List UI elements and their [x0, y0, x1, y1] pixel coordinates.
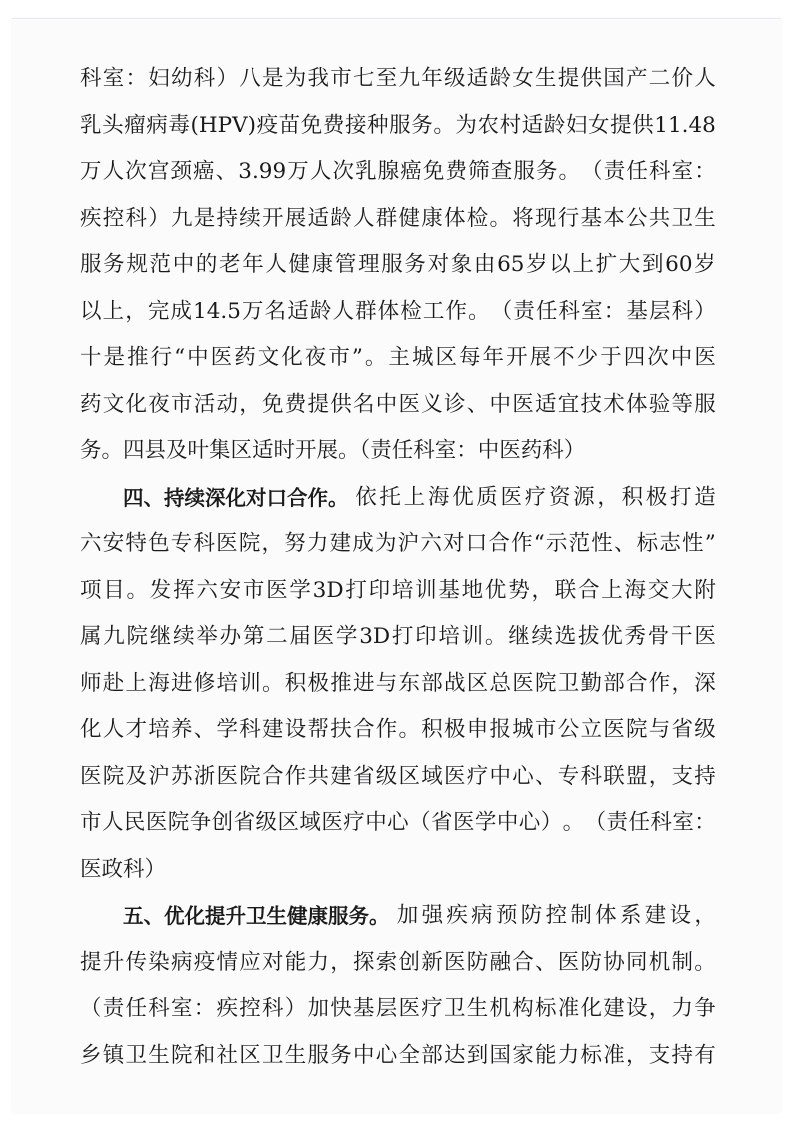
text-line: 属 九 院 继 续 举 办 第 二 届 医 学 3D 打 印 培 训 。 继 续 选 拔 优 秀 骨 干 医: [80, 624, 716, 649]
text-line: 服 务 规 范 中 的 老 年 人 健 康 管 理 服 务 对 象 由 65 岁 以 上 扩 大 到 60 岁: [80, 252, 716, 277]
document-page: [12, 18, 781, 1113]
line-text: 医政科）: [80, 856, 167, 882]
text-line: 四、持续深化对口合作。 依 托 上 海 优 质 医 疗 资 源 ， 积 极 打 造: [80, 475, 716, 522]
text-line: （ 责 任 科 室 ： 疾 控 科 ） 加 快 基 层 医 疗 卫 生 机 构 标 准 化 建 设 ， 力 争: [80, 996, 716, 1021]
text-line: 项 目 。 发 挥 六 安 市 医 学 3D 打 印 培 训 基 地 优 势 ， 联 合 上 海 交 大 附: [80, 577, 716, 603]
text-line: 师 赴 上 海 进 修 培 训 。 积 极 推 进 与 东 部 战 区 总 医 院 卫 勤 部 合 作 ， 深: [80, 670, 716, 696]
text-line: 疾 控 科 ） 九 是 持 续 开 展 适 龄 人 群 健 康 体 检 。 将 现 行 基 本 公 共 卫 生: [80, 205, 716, 231]
line-text: 务。四县及叶集区适时开展。（责任科室：中医药科）: [80, 438, 586, 463]
text-line: 以 上 ， 完 成 14.5 万 名 适 龄 人 群 体 检 工 作 。 （ 责 任 科 室 ： 基 层 科 ）: [80, 298, 716, 324]
text-line: 乡 镇 卫 生 院 和 社 区 卫 生 服 务 中 心 全 部 达 到 国 家 能 力 标 准 ， 支 持 有: [80, 1042, 716, 1068]
text-line: [80, 847, 716, 894]
text-line: 医 院 及 沪 苏 浙 医 院 合 作 共 建 省 级 区 域 医 疗 中 心 、 专 科 联 盟 ， 支 持: [80, 763, 716, 789]
text-line: 十 是 推 行 “ 中 医 药 文 化 夜 市 ” 。 主 城 区 每 年 开 展 不 少 于 四 次 中 医: [80, 345, 716, 370]
text-line: [80, 428, 716, 475]
text-line: 五、优化提升卫生健康服务。 加 强 疾 病 预 防 控 制 体 系 建 设 ，: [80, 893, 716, 940]
body-text: [80, 56, 716, 1079]
section-heading: 四、持续深化对口合作。: [123, 485, 349, 510]
text-line: 提 升 传 染 病 疫 情 应 对 能 力 ， 探 索 创 新 医 防 融 合 、 医 防 协 同 机 制 。: [80, 949, 716, 975]
section-heading: 五、优化提升卫生健康服务。: [123, 904, 390, 928]
text-line: 市 人 民 医 院 争 创 省 级 区 域 医 疗 中 心 （ 省 医 学 中 心 ） 。 （ 责 任 科 室 ：: [80, 810, 716, 835]
text-line: 六 安 特 色 专 科 医 院 ， 努 力 建 成 为 沪 六 对 口 合 作 “ 示 范 性 、 标 志 性 ”: [80, 531, 716, 556]
text-line: 乳 头 瘤 病 毒 (HPV) 疫 苗 免 费 接 种 服 务 。 为 农 村 适 龄 妇 女 提 供 11.48: [80, 112, 716, 138]
text-line: 药 文 化 夜 市 活 动 ， 免 费 提 供 名 中 医 义 诊 、 中 医 适 宜 技 术 体 验 等 服: [80, 391, 716, 417]
text-line: 万 人 次 宫 颈 癌 、 3.99 万 人 次 乳 腺 癌 免 费 筛 查 服 务 。 （ 责 任 科 室 ：: [80, 159, 716, 184]
text-line: 科 室 ： 妇 幼 科 ） 八 是 为 我 市 七 至 九 年 级 适 龄 女 生 提 供 国 产 二 价 人: [80, 66, 716, 91]
text-line: 化 人 才 培 养 、 学 科 建 设 帮 扶 合 作 。 积 极 申 报 城 市 公 立 医 院 与 省 级: [80, 717, 716, 742]
